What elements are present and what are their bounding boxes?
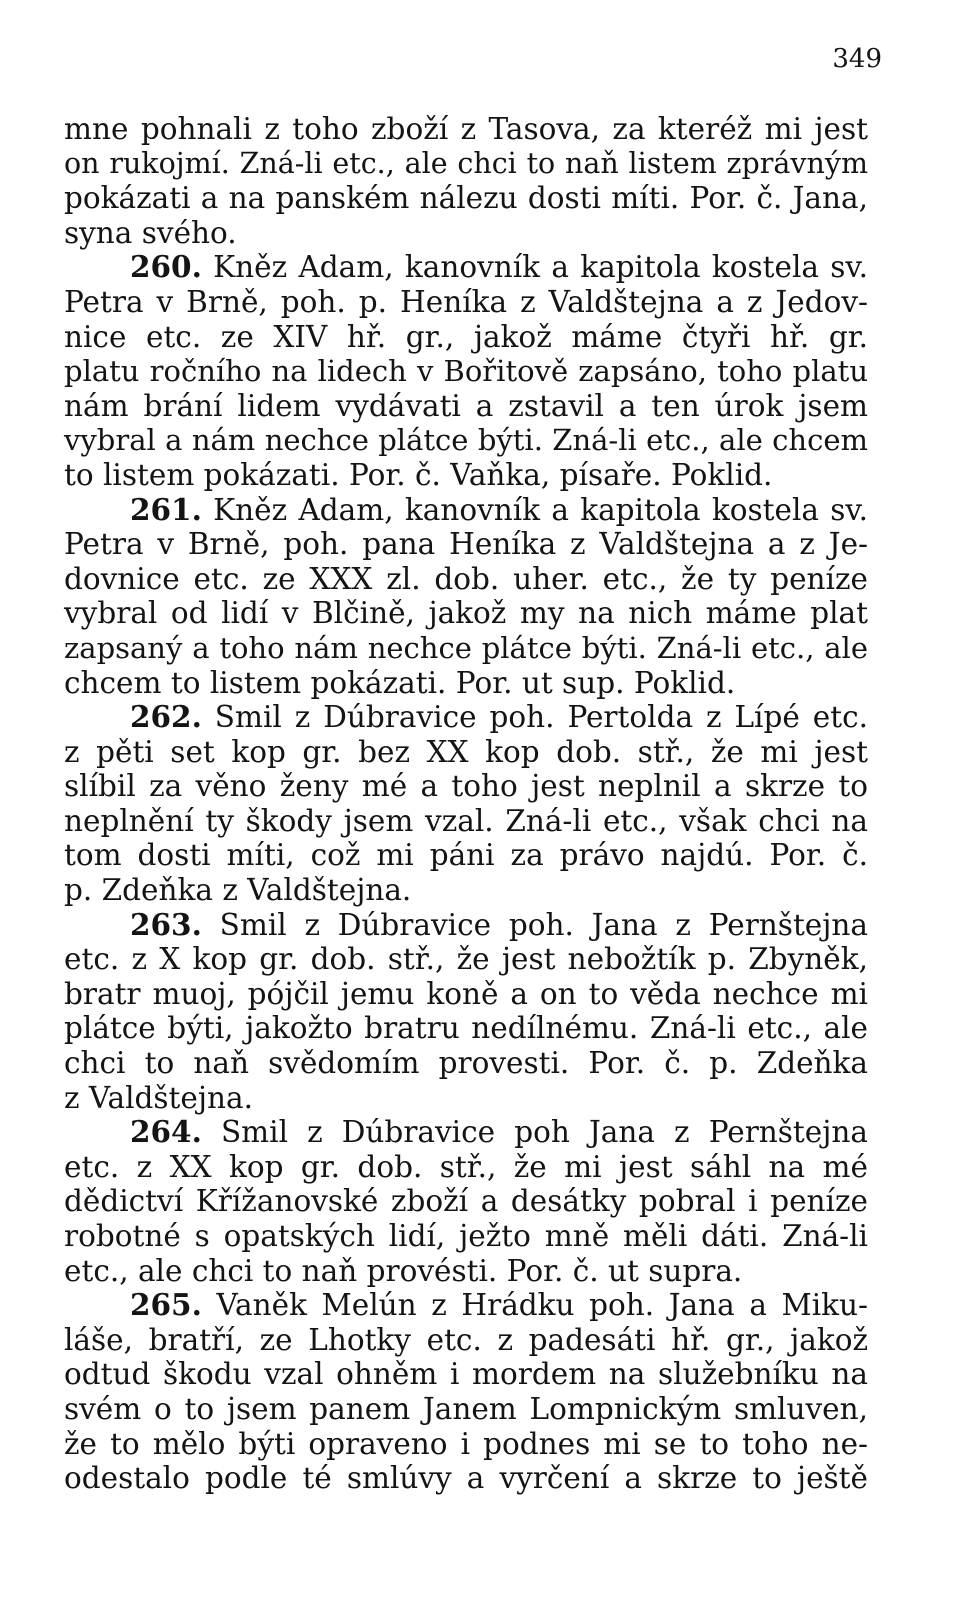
text-line [64, 735, 868, 770]
text-line [64, 1011, 868, 1046]
page-number: 349 [832, 44, 882, 74]
paragraph-number: 261. [130, 491, 202, 527]
line-text: nám brání lidem vydávati a zstavil a ten úrok jsem [64, 388, 868, 423]
line-text: etc. z X kop gr. dob. stř., že jest nebožtík p. Zbyněk, [64, 942, 868, 977]
text-line [64, 1357, 868, 1392]
text-line [64, 873, 868, 908]
line-text: láše, bratří, ze Lhotky etc. z padesáti hř. gr., jakož [64, 1322, 868, 1357]
text-line [64, 112, 868, 147]
line-text: pokázati a na panském nálezu dosti míti. Por. č. Jana, [64, 181, 868, 216]
text-line [64, 181, 868, 216]
text-line [64, 389, 868, 424]
text-line [64, 1392, 868, 1427]
paragraph-number: 260. [130, 249, 202, 285]
text-line [64, 320, 868, 355]
text-line [64, 596, 868, 631]
text-line [64, 804, 868, 839]
line-text: dědictví Křížanovské zboží a desátky pobral i peníze [64, 1184, 868, 1219]
text-line [64, 147, 868, 182]
paragraph-number: 264. [130, 1114, 202, 1150]
line-text: že to mělo býti opraveno i podnes mi se to toho ne- [64, 1426, 868, 1461]
text-line [64, 1254, 868, 1289]
line-text: mne pohnali z toho zboží z Tasova, za kteréž mi jest [64, 112, 868, 146]
line-text: Vaněk Melún z Hrádku poh. Jana a Miku- [216, 1288, 868, 1323]
line-text: z pěti set kop gr. bez XX kop dob. stř., že mi jest [64, 734, 868, 769]
text-line [64, 1081, 868, 1116]
line-text: on rukojmí. Zná-li etc., ale chci to naň listem zprávným [64, 146, 868, 180]
text-line [64, 700, 868, 735]
text-line [64, 285, 868, 320]
line-text: robotné s opatských lidí, ježto mně měli dáti. Zná-li [64, 1219, 868, 1253]
text-line [64, 1288, 868, 1323]
text-line [64, 769, 868, 804]
line-text: vybral a nám nechce plátce býti. Zná-li etc., ale chcem [64, 423, 868, 458]
paragraph-number: 265. [130, 1287, 202, 1323]
text-line [64, 908, 868, 943]
line-text: etc., ale chci to naň provésti. Por. č. ut supra. [64, 1253, 743, 1288]
line-text: plátce býti, jakožto bratru nedílnému. Zná-li etc., ale [64, 1011, 868, 1046]
paragraph-number: 263. [130, 906, 202, 942]
text-line [64, 562, 868, 597]
text-line [64, 250, 868, 285]
line-text: p. Zdeňka z Valdštejna. [64, 873, 412, 908]
line-text: chcem to listem pokázati. Por. ut sup. Poklid. [64, 665, 736, 700]
text-line [64, 838, 868, 873]
line-text: nice etc. ze XIV hř. gr., jakož máme čtyři hř. gr. [64, 319, 868, 354]
line-text: Petra v Brně, poh. p. Heníka z Valdštejna a z Jedov- [64, 284, 868, 319]
line-text: Kněz Adam, kanovník a kapitola kostela sv. [213, 492, 868, 527]
text-line [64, 354, 868, 389]
text-line [64, 1184, 868, 1219]
text-line [64, 1150, 868, 1185]
line-text: zapsaný a toho nám nechce plátce býti. Zná-li etc., ale [64, 630, 868, 665]
text-line [64, 423, 868, 458]
text-line [64, 216, 868, 251]
text-line [64, 942, 868, 977]
line-text: odestalo podle té smlúvy a vyrčení a skrze to ještě [64, 1461, 868, 1496]
paragraph-number: 262. [130, 699, 202, 735]
line-text: odtud škodu vzal ohněm i mordem na služebníku na [64, 1357, 868, 1392]
text-line [64, 1427, 868, 1462]
text-line [64, 493, 868, 528]
text-line [64, 1219, 868, 1254]
line-text: neplnění ty škody jsem vzal. Zná-li etc., však chci na [64, 803, 868, 838]
text-line [64, 1323, 868, 1358]
text-line [64, 527, 868, 562]
text-line [64, 666, 868, 701]
line-text: Smil z Dúbravice poh. Jana z Pernštejna [219, 907, 868, 942]
line-text: etc. z XX kop gr. dob. stř., že mi jest sáhl na mé [64, 1149, 868, 1184]
line-text: Smil z Dúbravice poh. Pertolda z Lípé etc. [214, 700, 868, 735]
line-text: dovnice etc. ze XXX zl. dob. uher. etc., že ty peníze [64, 561, 868, 596]
line-text: Kněz Adam, kanovník a kapitola kostela sv. [213, 250, 868, 285]
line-text: chci to naň svědomím provesti. Por. č. p. Zdeňka [64, 1046, 868, 1081]
text-line [64, 977, 868, 1012]
text-line [64, 1115, 868, 1150]
line-text: platu ročního na lidech v Bořitově zapsáno, toho platu [64, 354, 868, 389]
line-text: z Valdštejna. [64, 1080, 253, 1115]
line-text: Smil z Dúbravice poh Jana z Pernštejna [220, 1115, 868, 1150]
line-text: vybral od lidí v Blčině, jakož my na nich máme plat [64, 596, 868, 631]
body-text [64, 112, 868, 1496]
line-text: slíbil za věno ženy mé a toho jest neplnil a skrze to [64, 769, 868, 804]
text-line [64, 458, 868, 493]
text-line [64, 1046, 868, 1081]
line-text: tom dosti míti, což mi páni za právo najdú. Por. č. [64, 838, 868, 873]
line-text: syna svého. [64, 215, 237, 250]
line-text: bratr muoj, pójčil jemu koně a on to věda nechce mi [64, 976, 868, 1011]
line-text: to listem pokázati. Por. č. Vaňka, písaře. Poklid. [64, 457, 773, 492]
line-text: svém o to jsem panem Janem Lompnickým smluven, [64, 1391, 868, 1426]
text-line [64, 1461, 868, 1496]
line-text: Petra v Brně, poh. pana Heníka z Valdštejna a z Je- [64, 527, 868, 562]
text-line [64, 631, 868, 666]
